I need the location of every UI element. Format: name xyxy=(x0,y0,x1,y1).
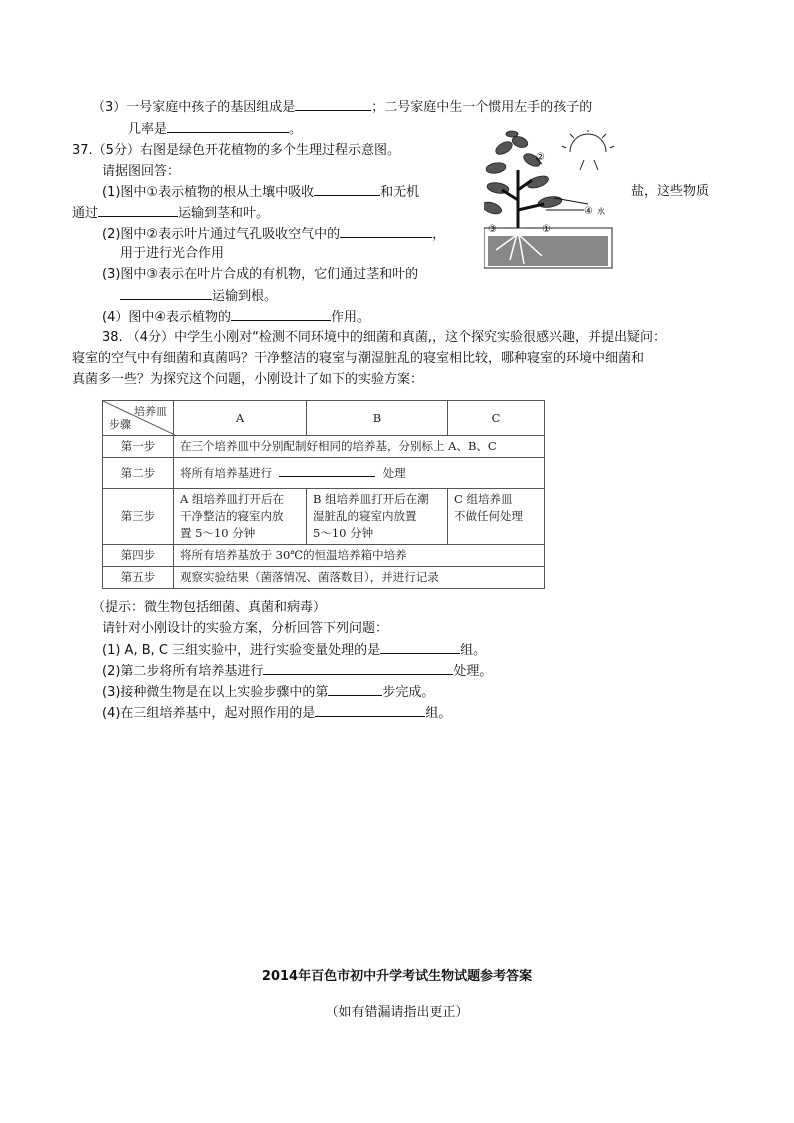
cell-a xyxy=(174,489,307,545)
answer-blank xyxy=(120,287,212,300)
cell-c xyxy=(448,489,545,545)
answer-blank xyxy=(328,683,382,696)
answer-blank xyxy=(314,183,380,196)
answer-blank xyxy=(231,308,331,321)
cell-line: 湿脏乱的寝室内放置 xyxy=(313,509,417,523)
table-row xyxy=(103,458,545,489)
step-text-part: 将所有培养基进行 xyxy=(180,466,272,480)
sun-icon xyxy=(562,130,614,170)
step-text xyxy=(174,458,545,489)
answer-note: （如有错漏请指出更正） xyxy=(325,1005,469,1020)
q38-line3: 真菌多一些？为探究这个问题，小刚设计了如下的实验方案： xyxy=(72,372,424,387)
table-row xyxy=(103,545,545,567)
q37-text: ， xyxy=(432,227,446,242)
cell-line: 不做任何处理 xyxy=(454,509,523,523)
q37-header: 37.（5分）右图是绿色开花植物的多个生理过程示意图。 xyxy=(72,143,400,158)
q37-text: (3)图中③表示在叶片合成的有机物，它们通过茎和叶的 xyxy=(102,267,419,282)
step-text: 观察实验结果（菌落情况、菌落数目），并进行记录 xyxy=(174,567,545,589)
q37-text: 作用。 xyxy=(331,310,371,325)
corner-bottom-label: 步骤 xyxy=(109,418,131,431)
answer-blank xyxy=(167,120,289,133)
q38-line2: 寝室的空气中有细菌和真菌吗？干净整洁的寝室与潮湿脏乱的寝室相比较，哪种寝室的环境中细菌和 xyxy=(72,351,645,366)
q38-sub3 xyxy=(102,683,434,701)
figure-label-2: ② xyxy=(536,152,545,163)
table-header-row xyxy=(103,401,545,436)
figure-label-3: ③ xyxy=(488,224,497,235)
q38-text: (4)在三组培养基中，起对照作用的是 xyxy=(102,706,316,721)
cell-line: B 组培养皿打开后在潮 xyxy=(313,492,429,506)
step-label: 第一步 xyxy=(103,436,174,458)
q38-text: (3)接种微生物是在以上实验步骤中的第 xyxy=(102,685,329,700)
q36-text: ；二号家庭中生一个惯用左手的孩子的 xyxy=(371,100,593,115)
answer-title: 2014年百色市初中升学考试生物试题参考答案 xyxy=(261,969,533,984)
q37-text: (2)图中②表示叶片通过气孔吸收空气中的 xyxy=(102,227,341,242)
q38-text: 组。 xyxy=(425,706,452,721)
q37-text: 用于进行光合作用 xyxy=(120,246,225,261)
q37-line xyxy=(102,225,445,243)
cell-b xyxy=(307,489,448,545)
q38-hint: （提示：微生物包括细菌、真菌和病毒） xyxy=(92,600,327,615)
cell-line: 5～10 分钟 xyxy=(313,526,374,540)
col-header-b: B xyxy=(307,401,448,436)
q37-line xyxy=(120,287,277,305)
figure-label-1: ① xyxy=(542,224,551,235)
q36-text: （3）一号家庭中孩子的基因组成是 xyxy=(92,100,296,115)
answer-blank xyxy=(340,225,432,238)
q38-ask: 请针对小刚设计的实验方案，分析回答下列问题： xyxy=(102,621,389,636)
step-text: 在三个培养皿中分别配制好相同的培养基，分别标上 A、B、C xyxy=(174,436,545,458)
q37-line xyxy=(72,204,269,222)
table-corner-cell xyxy=(103,401,174,436)
q37-text: 运输到茎和叶。 xyxy=(178,206,270,221)
answer-blank xyxy=(380,641,460,654)
q38-text: 处理。 xyxy=(453,664,493,679)
q36-text: 。 xyxy=(289,122,303,137)
col-header-a: A xyxy=(174,401,307,436)
answer-blank xyxy=(279,464,375,477)
q38-text: 步完成。 xyxy=(382,685,435,700)
step-label: 第二步 xyxy=(103,458,174,489)
answer-blank xyxy=(295,98,371,111)
experiment-table xyxy=(102,400,545,589)
step-text: 将所有培养基放于 30℃的恒温培养箱中培养 xyxy=(174,545,545,567)
q38-text: 组。 xyxy=(460,643,487,658)
plant-process-figure xyxy=(484,130,616,272)
cell-line: C 组培养皿 xyxy=(454,492,513,506)
q37-prompt: 请据图回答： xyxy=(102,164,181,179)
q38-sub2 xyxy=(102,662,492,680)
answer-blank xyxy=(98,204,178,217)
q37-text: 盐，这些物质 xyxy=(631,184,710,199)
q38-sub1 xyxy=(102,641,486,659)
q38-text: (2)第二步将所有培养基进行 xyxy=(102,664,264,679)
q37-text: (4）图中④表示植物的 xyxy=(102,310,231,325)
step-label: 第四步 xyxy=(103,545,174,567)
q36-line1 xyxy=(92,98,592,116)
q37-text: (1)图中①表示植物的根从土壤中吸收 xyxy=(102,185,315,200)
q37-line xyxy=(102,183,419,201)
table-row xyxy=(103,436,545,458)
soil-texture xyxy=(488,236,608,266)
corner-top-label: 培养皿 xyxy=(134,405,167,418)
table-row xyxy=(103,489,545,545)
figure-label-water: 水 xyxy=(597,207,605,216)
step-label: 第五步 xyxy=(103,567,174,589)
leaves xyxy=(484,131,563,216)
q37-text: 运输到根。 xyxy=(212,289,278,304)
cell-line: A 组培养皿打开后在 xyxy=(180,492,284,506)
q37-text: 和无机 xyxy=(380,185,420,200)
q37-line xyxy=(102,308,370,326)
table-row xyxy=(103,567,545,589)
q36-text: 几率是 xyxy=(128,122,168,137)
q37-text: 通过 xyxy=(72,206,99,221)
answer-blank xyxy=(315,704,425,717)
q38-line1: 38. （4分）中学生小刚对“检测不同环境中的细菌和真菌,，这个探究实验很感兴趣，并提出疑问： xyxy=(102,330,666,345)
cell-line: 置 5～10 分钟 xyxy=(180,526,256,540)
cell-line: 干净整洁的寝室内放 xyxy=(180,509,284,523)
q38-text: (1) A, B, C 三组实验中，进行实验变量处理的是 xyxy=(102,643,381,658)
answer-blank xyxy=(263,662,453,675)
col-header-c: C xyxy=(448,401,545,436)
step-label: 第三步 xyxy=(103,489,174,545)
step-text-part: 处理 xyxy=(382,466,406,480)
plant-diagram xyxy=(484,130,616,272)
figure-label-4: ④ xyxy=(584,206,593,217)
q36-line2 xyxy=(128,120,302,138)
q38-sub4 xyxy=(102,704,451,722)
